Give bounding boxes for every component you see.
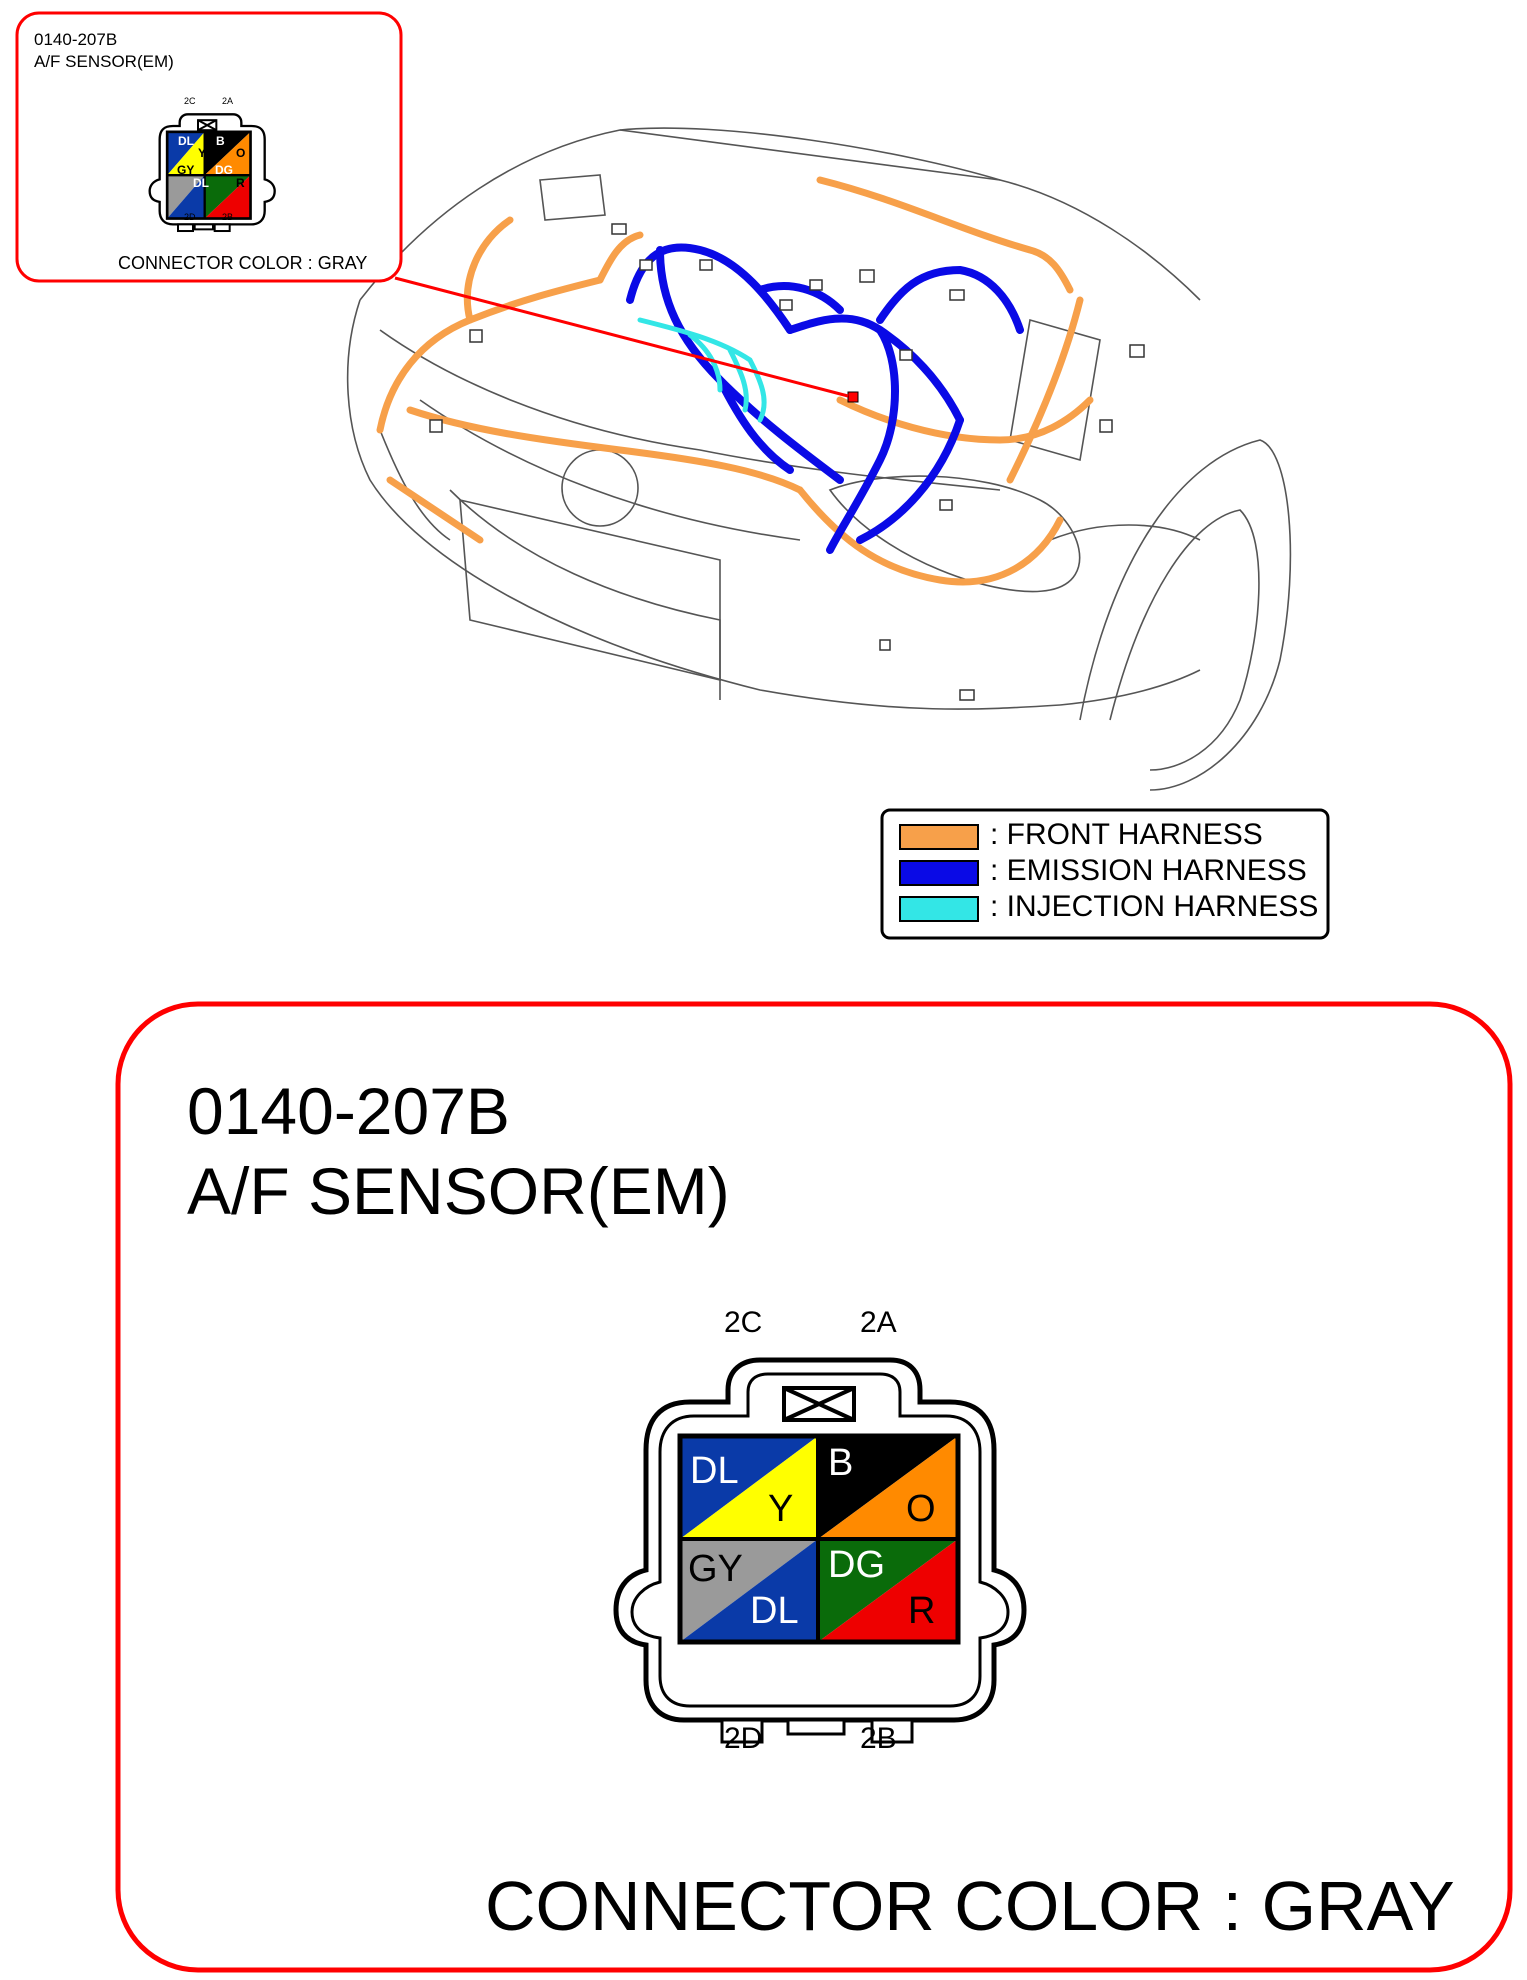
terminal-2-secondary-label: O: [906, 1488, 936, 1530]
af-sensor-location-marker: [848, 392, 858, 402]
legend-label-front: : FRONT HARNESS: [990, 818, 1263, 851]
terminal-1-secondary-label: Y: [768, 1488, 794, 1530]
small-connector-face: [150, 114, 275, 231]
connector-code: 0140-207B: [187, 1074, 510, 1148]
small-wire-dl-2: DL: [193, 176, 209, 190]
legend-swatch-emission: [900, 861, 978, 885]
pin-2d-label: 2D: [724, 1722, 763, 1755]
small-wire-y: Y: [198, 146, 207, 160]
terminal-3-primary-label: GY: [688, 1548, 743, 1590]
small-wire-dg: DG: [215, 163, 233, 177]
small-wire-b: B: [216, 134, 225, 148]
legend-label-injection: : INJECTION HARNESS: [990, 890, 1319, 923]
legend-label-emission: : EMISSION HARNESS: [990, 854, 1307, 887]
small-connector-name: A/F SENSOR(EM): [34, 52, 174, 71]
small-wire-dl: DL: [178, 134, 194, 148]
small-pin-2c: 2C: [184, 96, 196, 106]
vehicle-outline: [348, 128, 1291, 790]
small-wire-gy: GY: [177, 163, 195, 177]
small-connector-code: 0140-207B: [34, 30, 118, 49]
legend-swatch-front: [900, 825, 978, 849]
terminal-4-secondary-label: R: [908, 1590, 936, 1632]
pin-2b-label: 2B: [860, 1722, 897, 1755]
pin-2c-label: 2C: [724, 1306, 763, 1339]
small-wire-r: R: [236, 176, 245, 190]
small-pin-2b: 2B: [222, 212, 234, 222]
small-connector-color: CONNECTOR COLOR : GRAY: [118, 253, 368, 273]
connector-color-label: CONNECTOR COLOR : GRAY: [485, 1867, 1455, 1945]
terminal-1-primary-label: DL: [690, 1450, 739, 1492]
small-pin-2d: 2D: [184, 212, 196, 222]
terminal-4-primary-label: DG: [828, 1544, 885, 1586]
terminal-3-secondary-label: DL: [750, 1590, 799, 1632]
pin-2a-label: 2A: [860, 1306, 897, 1339]
small-pin-2a: 2A: [222, 96, 234, 106]
connector-name: A/F SENSOR(EM): [187, 1154, 730, 1228]
small-wire-o: O: [236, 146, 246, 160]
legend-swatch-injection: [900, 897, 978, 921]
terminal-2-primary-label: B: [828, 1442, 854, 1484]
